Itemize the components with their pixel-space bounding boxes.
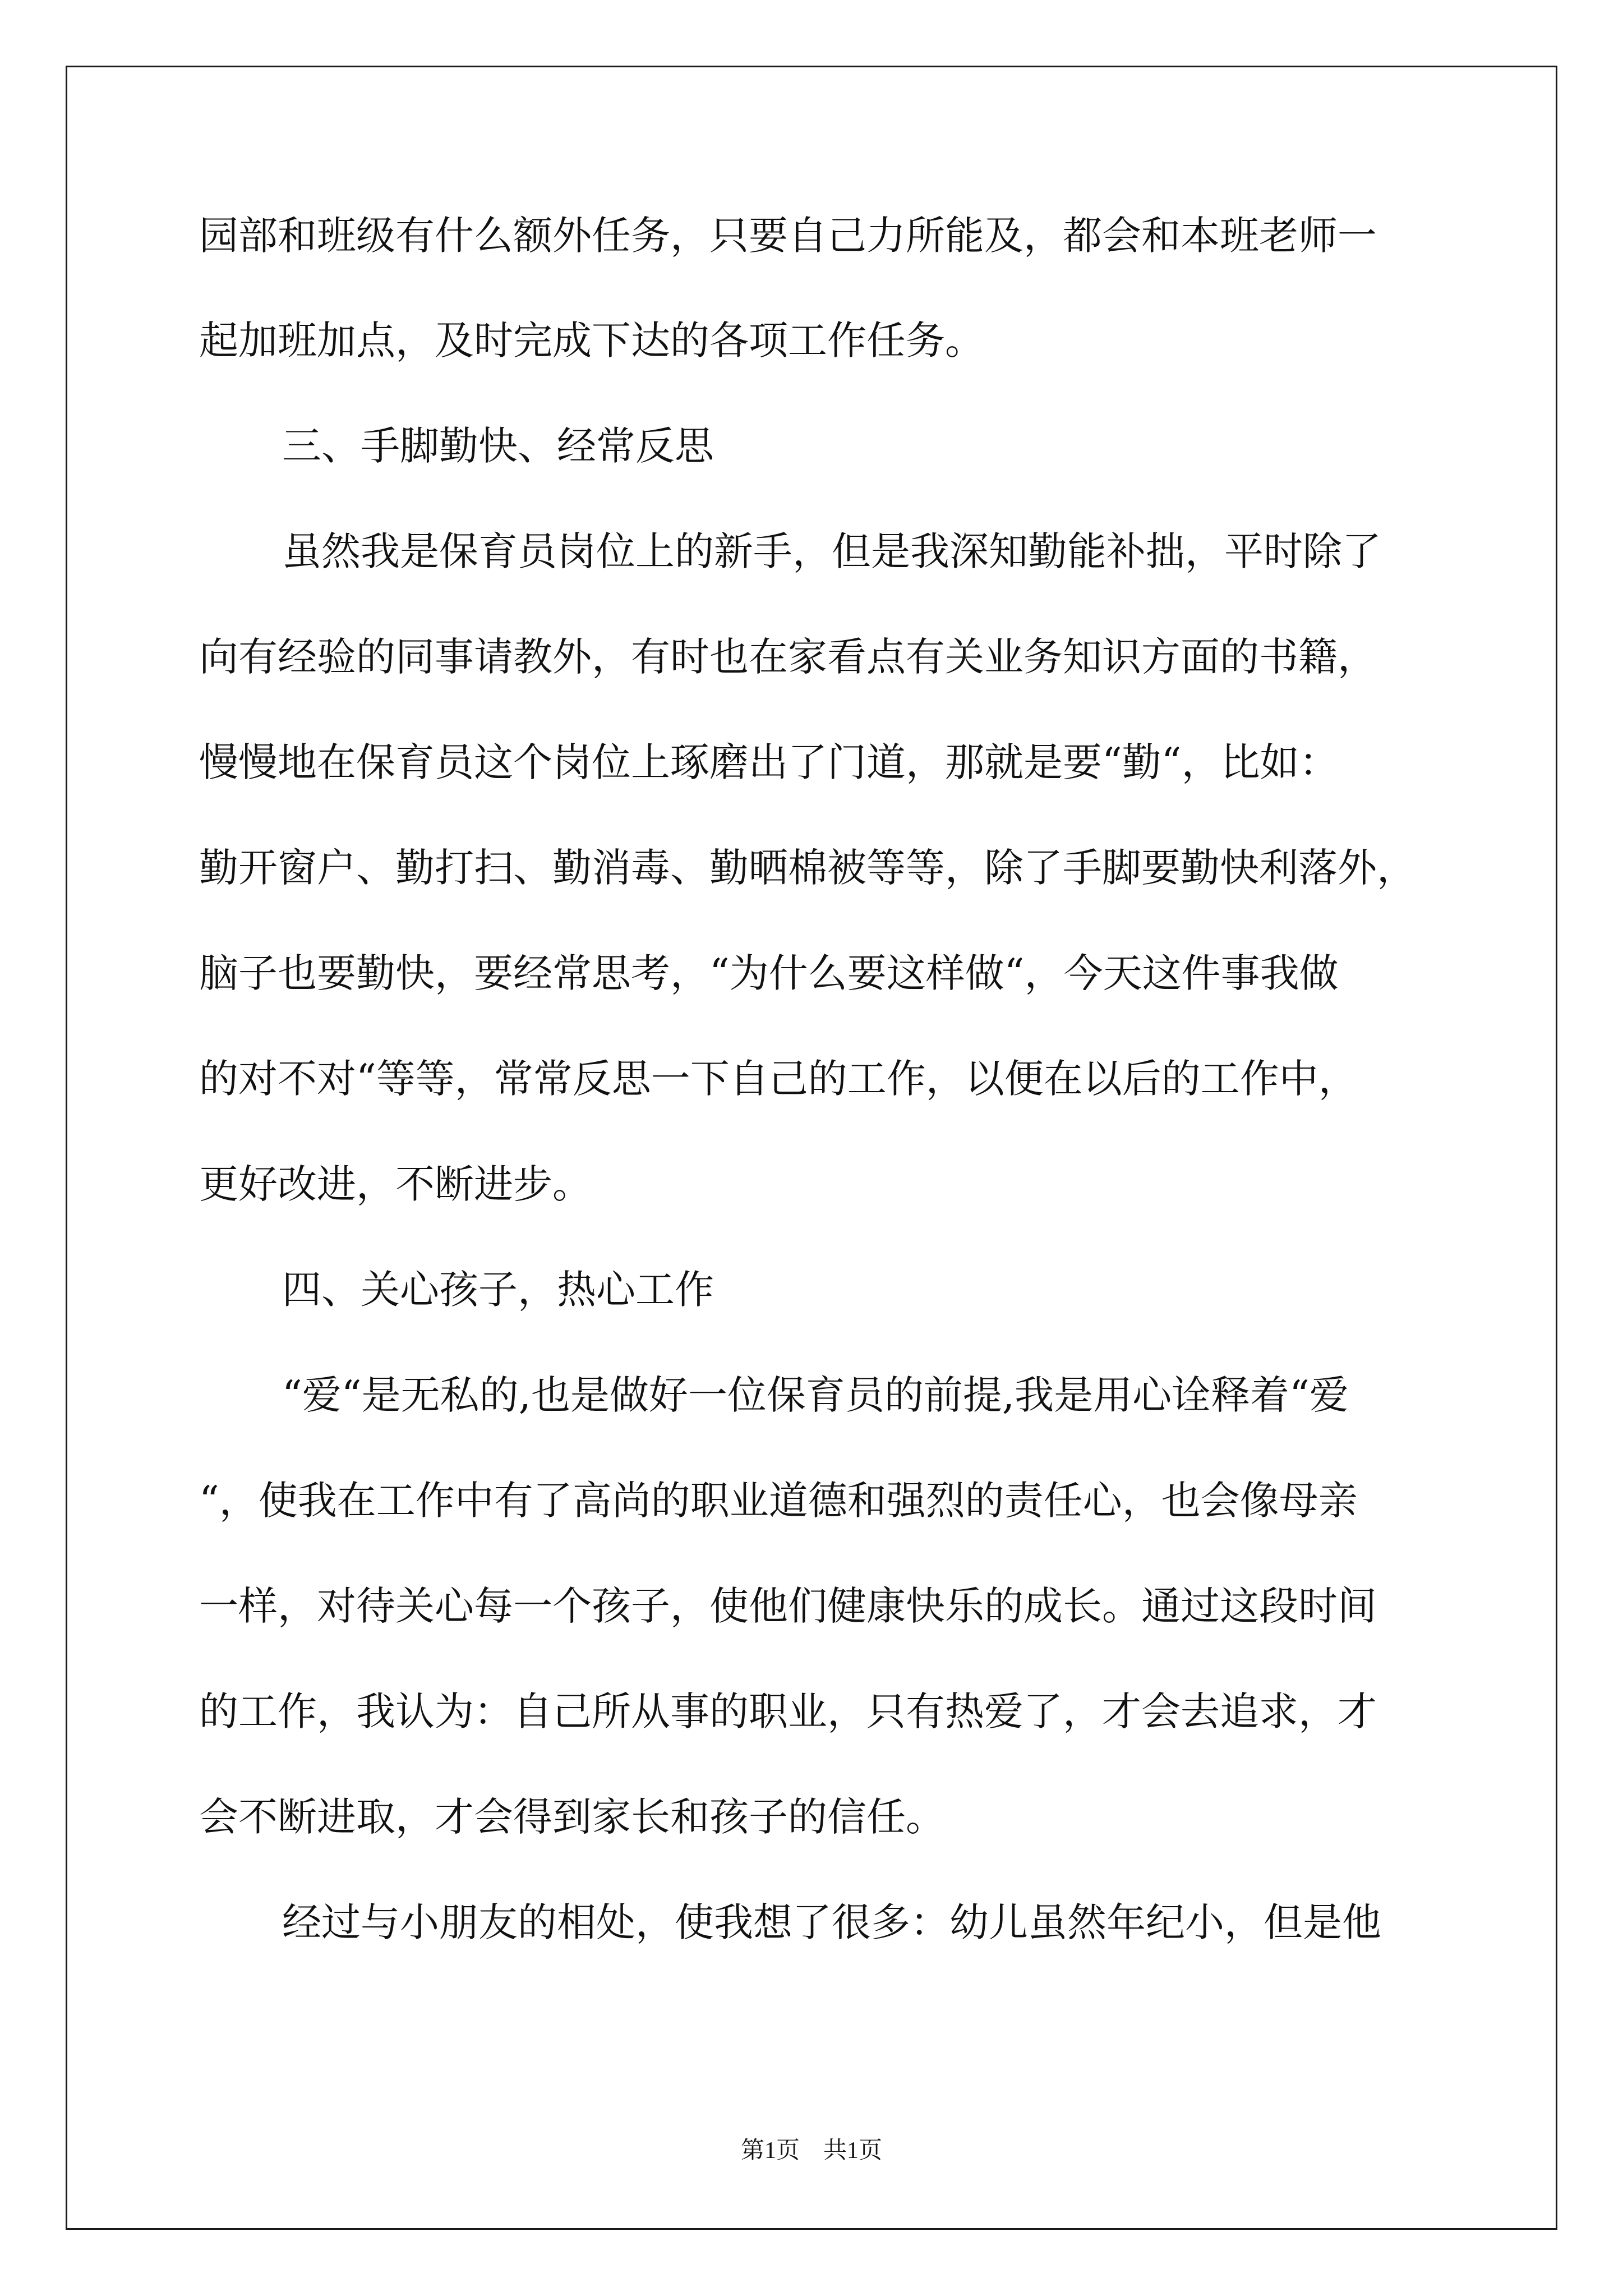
text-line-9: 的对不对“等等，常常反思一下自己的工作，以便在以后的工作中， xyxy=(199,1056,1358,1102)
text-line-12: “爱“是无私的,也是做好一位保育员的前提,我是用心诠释着“爱 xyxy=(282,1372,1349,1418)
text-line-8: 脑子也要勤快，要经常思考，“为什么要这样做“，今天这件事我做 xyxy=(199,950,1339,996)
section-heading-3: 三、手脚勤快、经常反思 xyxy=(282,423,714,469)
text-line-13: “，使我在工作中有了高尚的职业道德和强烈的责任心，也会像母亲 xyxy=(199,1478,1358,1524)
text-line-1: 园部和班级有什么额外任务，只要自己力所能及，都会和本班老师一 xyxy=(199,213,1377,259)
text-line-15: 的工作，我认为：自己所从事的职业，只有热爱了，才会去追求，才 xyxy=(199,1688,1377,1734)
text-line-5: 向有经验的同事请教外，有时也在家看点有关业务知识方面的书籍， xyxy=(199,634,1377,680)
text-line-14: 一样，对待关心每一个孩子，使他们健康快乐的成长。通过这段时间 xyxy=(199,1583,1377,1629)
section-heading-4: 四、关心孩子，热心工作 xyxy=(282,1267,714,1313)
text-line-4: 虽然我是保育员岗位上的新手，但是我深知勤能补拙，平时除了 xyxy=(282,528,1381,574)
page-footer: 第1页 共1页 xyxy=(740,2138,882,2164)
text-line-6: 慢慢地在保育员这个岗位上琢磨出了门道，那就是要“勤“，比如： xyxy=(199,739,1339,785)
text-line-10: 更好改进，不断进步。 xyxy=(199,1161,592,1207)
text-line-17: 经过与小朋友的相处，使我想了很多：幼儿虽然年纪小，但是他 xyxy=(282,1899,1381,1945)
text-line-7: 勤开窗户、勤打扫、勤消毒、勤晒棉被等等，除了手脚要勤快利落外， xyxy=(199,845,1416,891)
text-line-2: 起加班加点，及时完成下达的各项工作任务。 xyxy=(199,318,984,364)
text-line-16: 会不断进取，才会得到家长和孩子的信任。 xyxy=(199,1794,945,1840)
